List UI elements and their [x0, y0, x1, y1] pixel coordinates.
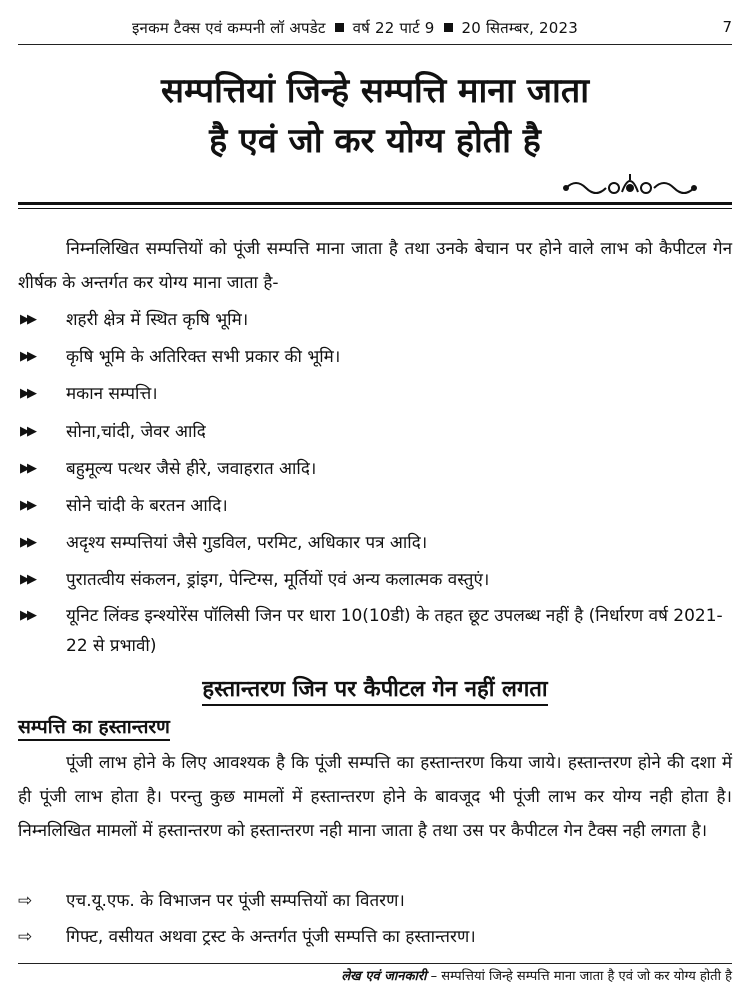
double-arrow-bullet-icon: ▶▶ — [20, 312, 34, 327]
exemption-list — [18, 884, 732, 956]
title-line-1: सम्पत्तियां जिन्हे सम्पत्ति माना जाता — [160, 71, 590, 111]
header-text — [18, 18, 692, 38]
double-arrow-bullet-icon: ▶▶ — [20, 460, 34, 476]
double-arrow-bullet-icon: ▶▶ — [20, 386, 34, 402]
double-arrow-bullet-icon: ▶▶ — [20, 607, 34, 623]
double-arrow-bullet-icon: ▶▶ — [20, 497, 34, 513]
double-arrow-bullet-icon: ▶▶ — [20, 572, 34, 588]
page-footer — [18, 963, 732, 984]
double-arrow-bullet-icon: ▶▶ — [20, 349, 34, 365]
list-item: ⇨ गिफ्ट, वसीयत अथवा ट्रस्ट के अन्तर्गत पूंजी सम्पत्ति का हस्तान्तरण। — [18, 920, 732, 954]
volume-part: वर्ष 22 पार्ट 9 — [352, 19, 435, 37]
sub-heading: हस्तान्तरण जिन पर कैपीटल गेन नहीं लगता — [0, 673, 750, 703]
intro-paragraph: निम्नलिखित सम्पत्तियों को पूंजी सम्पत्ति माना जाता है तथा उनके बेचान पर होने वाले लाभ को कैपीटल गेन शीर्षक के अन्तर्गत कर योग्य माना जाता है- — [18, 239, 732, 293]
double-arrow-bullet-icon: ▶▶ — [20, 423, 34, 439]
footer-text: – सम्पत्तियां जिन्हे सम्पत्ति माना जाता है एवं जो कर योग्य होती है — [430, 969, 732, 984]
title-divider — [18, 202, 732, 205]
list-item: ▶▶ सोने चांदी के बरतन आदि। — [18, 489, 732, 523]
article-title — [0, 66, 750, 166]
list-item: ▶▶ पुरातत्वीय संकलन, ड्रांइग, पेन्टिग्स, मूर्तियों एवं अन्य कलात्मक वस्तुएं। — [18, 563, 732, 597]
title-line-2: है एवं जो कर योग्य होती है — [209, 121, 541, 161]
list-item: ▶▶ कृषि भूमि के अतिरिक्त सभी प्रकार की भूमि। — [18, 340, 732, 374]
list-item: ▶▶ शहरी क्षेत्र में स्थित कृषि भूमि। — [18, 303, 732, 337]
title-divider-thin — [18, 208, 732, 209]
right-arrow-bullet-icon: ⇨ — [18, 891, 33, 911]
publication-name: इनकम टैक्स एवं कम्पनी लॉ अपडेट — [131, 19, 326, 37]
asset-list — [18, 303, 732, 664]
square-separator-icon — [335, 23, 344, 32]
list-item: ⇨ एच.यू.एफ. के विभाजन पर पूंजी सम्पत्तियों का वितरण। — [18, 884, 732, 918]
right-arrow-bullet-icon: ⇨ — [18, 927, 33, 947]
ornament-flourish-icon — [562, 170, 698, 200]
list-item: ▶▶ अदृश्य सम्पत्तियां जैसे गुडविल, परमिट, अधिकार पत्र आदि। — [18, 526, 732, 560]
page-number: 7 — [722, 18, 732, 36]
page-header — [18, 14, 732, 45]
square-separator-icon — [444, 23, 453, 32]
list-item: ▶▶ सोना,चांदी, जेवर आदि — [18, 415, 732, 449]
list-item: ▶▶ बहुमूल्य पत्थर जैसे हीरे, जवाहरात आदि। — [18, 452, 732, 486]
footer-label: लेख एवं जानकारी — [341, 969, 427, 984]
list-item: ▶▶ यूनिट लिंक्ड इन्श्योरेंस पॉलिसी जिन पर धारा 10(10डी) के तहत छूट उपलब्ध नहीं है (निर्धारण वर्ष 2021-22 से प्रभावी) — [18, 601, 732, 661]
issue-date: 20 सितम्बर, 2023 — [461, 19, 578, 37]
list-item: ▶▶ मकान सम्पत्ति। — [18, 377, 732, 411]
section-heading: सम्पत्ति का हस्तान्तरण — [18, 713, 170, 739]
double-arrow-bullet-icon: ▶▶ — [20, 535, 34, 551]
transfer-paragraph: पूंजी लाभ होने के लिए आवश्यक है कि पूंजी सम्पत्ति का हस्तान्तरण किया जाये। हस्तान्तरण होने की दशा में ही पूंजी लाभ होता है। परन्तु कुछ मामलों में हस्तान्तरण होने के बावजूद भी पूंजी लाभ कर योग्य नही होता है।निम्नलिखित मामलों में हस्तान्तरण को हस्तान्तरण नही माना जाता है तथा उस पर कैपीटल गेन टैक्स नही लगता है। — [18, 753, 732, 841]
